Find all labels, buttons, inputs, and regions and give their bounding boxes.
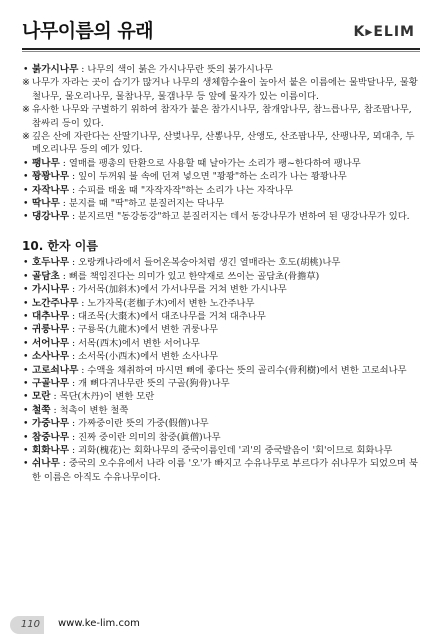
tree-name: 고로쇠나무 <box>32 364 79 376</box>
list-item <box>22 297 422 310</box>
tree-name: 대추나무 <box>32 310 70 322</box>
list-item <box>22 417 422 430</box>
header-rule <box>22 48 420 50</box>
list-item <box>22 256 422 269</box>
list-item <box>22 310 422 323</box>
list-item <box>22 404 422 417</box>
tree-name: 딱나무 <box>32 198 60 210</box>
tree-name: 참중나무 <box>32 431 70 443</box>
tree-name: 회화나무 <box>32 444 70 456</box>
origin-text: : 노가자목(老枷子木)에서 변한 노간주나무 <box>78 297 255 309</box>
note-item <box>22 130 422 157</box>
origin-text: : 척촉이 변한 철쭉 <box>50 404 129 416</box>
tree-name: 댕강나무 <box>32 211 70 223</box>
list-item <box>22 444 422 457</box>
origin-text: : 뼈를 책임진다는 의미가 있고 한약재로 쓰이는 골담초(骨擔草) <box>59 270 320 282</box>
tree-name: 팽나무 <box>32 157 60 169</box>
origin-text: : 서목(西木)에서 변한 서어나무 <box>69 337 200 349</box>
tree-name: 호두나무 <box>32 257 70 269</box>
tree-name: 서어나무 <box>32 337 70 349</box>
list-item <box>22 157 422 170</box>
list-item <box>22 210 422 223</box>
document-body <box>22 63 422 484</box>
origin-text: : 가짜중이란 뜻의 가중(假僧)나무 <box>69 418 209 430</box>
tree-name: 꽝꽝나무 <box>32 171 70 183</box>
tree-name: 쉬나무 <box>32 458 60 470</box>
tree-name: 가시나무 <box>32 284 70 296</box>
note-item <box>22 76 422 103</box>
list-item <box>22 170 422 183</box>
origin-text: 나무가 자라는 곳이 습기가 많거나 나무의 생체함수율이 높아서 붙은 이름에는 물박달나무, 물황철나무, 물오리나무, 물참나무, 물갬나무 등 앞에 물자가 있는 이름이다. <box>32 77 418 102</box>
list-item <box>22 364 422 377</box>
tree-name: 모란 <box>32 391 51 403</box>
origin-text: : 개 뼈다귀나무란 뜻의 구골(狗骨)나무 <box>69 377 230 389</box>
list-item <box>22 283 422 296</box>
origin-text: : 열매를 팽총의 탄환으로 사용할 때 날아가는 소리가 팽~한다하여 팽나무 <box>59 157 361 169</box>
origin-text: 깊은 산에 자란다는 산딸기나무, 산벚나무, 산뽕나무, 산앵도, 산조팝나무, 산팽나무, 뫼대추, 두메오리나무 등의 예가 있다. <box>32 131 415 156</box>
origin-text: 유사한 나무와 구별하기 위하여 참자가 붙은 참가시나무, 참개암나무, 참느릅나무, 참조팝나무, 참싸리 등이 있다. <box>32 104 412 129</box>
origin-text: : 괴화(槐花)는 회화나무의 중국이름인데 '괴'의 중국발음이 '회'이므로 회화나무 <box>69 444 393 456</box>
origin-text: : 가서목(加斜木)에서 가서나무를 거쳐 변한 가시나무 <box>69 284 287 296</box>
tree-name: 가중나무 <box>32 418 70 430</box>
list-item <box>22 431 422 444</box>
tree-name: 노간주나무 <box>32 297 79 309</box>
tree-name: 철쭉 <box>32 404 51 416</box>
section-title: 10. 한자 이름 <box>22 238 98 253</box>
tree-name: 소사나무 <box>32 351 70 363</box>
list-item <box>22 350 422 363</box>
footer-url: www.ke-lim.com <box>58 618 140 629</box>
note-marker: ※ <box>22 104 30 116</box>
note-item <box>22 103 422 130</box>
header-rule-thin <box>22 51 420 52</box>
origin-text: : 수액을 채취하여 마시면 뼈에 좋다는 뜻의 골리수(骨利樹)에서 변한 고로쇠나무 <box>78 364 407 376</box>
tree-name: 붉가시나무 <box>32 64 79 75</box>
page-number: 110 <box>10 616 44 634</box>
note-marker: ※ <box>22 131 30 143</box>
origin-text: : 소서목(小西木)에서 변한 소사나무 <box>69 351 218 363</box>
list-item <box>22 270 422 283</box>
origin-list-hanja <box>22 256 422 484</box>
note-marker: ※ <box>22 77 30 89</box>
page-header <box>0 0 441 60</box>
origin-text: : 목단(木丹)이 변한 모란 <box>50 391 155 403</box>
origin-text: : 분지르면 "동강동강"하고 분질러지는 데서 동강나무가 변하여 된 댕강나무가 있다. <box>69 211 410 223</box>
page-footer <box>0 610 441 640</box>
origin-text: : 오랑캐나라에서 들어온복숭아처럼 생긴 열매라는 호도(胡桃)나무 <box>69 257 341 269</box>
origin-text: : 구룡목(九龍木)에서 변한 귀룽나무 <box>69 324 218 336</box>
tree-name: 귀룽나무 <box>32 324 70 336</box>
origin-list-part1 <box>22 63 422 224</box>
tree-name: 구골나무 <box>32 377 70 389</box>
origin-text: : 잎이 두꺼워 불 속에 던져 넣으면 "꽝꽝"하는 소리가 나는 꽝꽝나무 <box>69 171 347 183</box>
origin-text: : 중국의 오수유에서 나라 이름 '오'가 빠지고 수유나무로 부르다가 쉬나무가 되었으며 북한 이름은 아직도 수유나무이다. <box>32 458 418 483</box>
list-item <box>22 323 422 336</box>
list-item <box>22 337 422 350</box>
tree-name: 자작나무 <box>32 184 70 196</box>
list-item <box>22 184 422 197</box>
brand-logo: K▸ELIM <box>353 24 415 40</box>
list-item <box>22 63 422 76</box>
list-item <box>22 457 422 484</box>
list-item <box>22 390 422 403</box>
list-item <box>22 377 422 390</box>
origin-text: : 나무의 색이 붉은 가시나무란 뜻의 붉가시나무 <box>78 64 273 75</box>
page-title: 나무이름의 유래 <box>22 20 154 42</box>
origin-text: : 대조목(大棗木)에서 대조나무를 거쳐 대추나무 <box>69 310 266 322</box>
origin-text: : 수피를 태울 때 "자작자작"하는 소리가 나는 자작나무 <box>69 184 294 196</box>
list-item <box>22 197 422 210</box>
origin-text: : 분지를 때 "딱"하고 분질러지는 닥나무 <box>59 198 224 210</box>
origin-text: : 진짜 중이란 의미의 참중(眞僧)나무 <box>69 431 221 443</box>
tree-name: 골담초 <box>32 270 60 282</box>
